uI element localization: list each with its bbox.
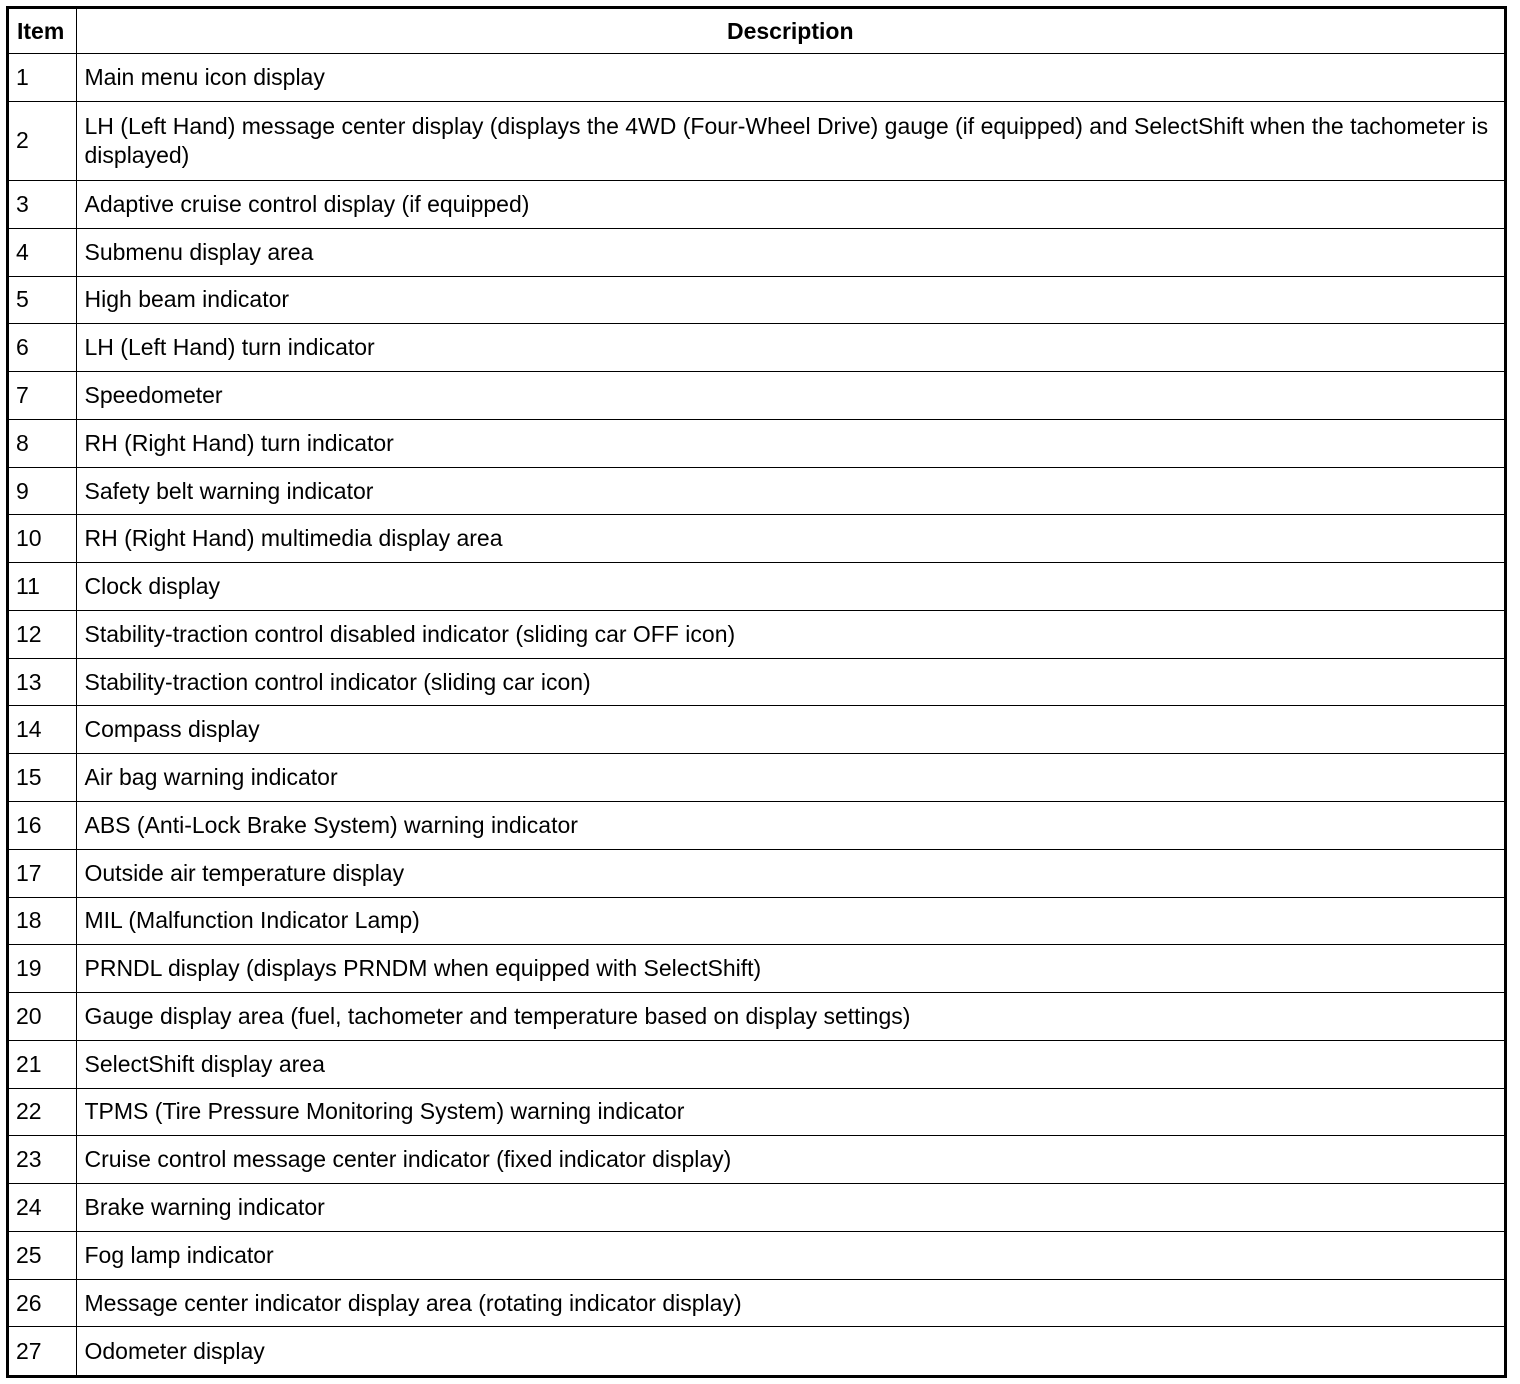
item-number: 4 bbox=[9, 228, 76, 276]
item-number: 10 bbox=[9, 515, 76, 563]
table-body bbox=[9, 54, 1504, 1376]
item-number: 15 bbox=[9, 754, 76, 802]
item-description: TPMS (Tire Pressure Monitoring System) warning indicator bbox=[76, 1088, 1504, 1136]
item-description: ABS (Anti-Lock Brake System) warning indicator bbox=[76, 802, 1504, 850]
item-number: 13 bbox=[9, 658, 76, 706]
table-row bbox=[9, 706, 1504, 754]
item-description: Gauge display area (fuel, tachometer and temperature based on display settings) bbox=[76, 993, 1504, 1041]
item-number: 9 bbox=[9, 467, 76, 515]
item-description: Speedometer bbox=[76, 372, 1504, 420]
item-number: 22 bbox=[9, 1088, 76, 1136]
item-number: 5 bbox=[9, 276, 76, 324]
table-row bbox=[9, 324, 1504, 372]
item-description: Cruise control message center indicator (fixed indicator display) bbox=[76, 1136, 1504, 1184]
item-description: Stability-traction control indicator (sliding car icon) bbox=[76, 658, 1504, 706]
item-number: 8 bbox=[9, 419, 76, 467]
table-row bbox=[9, 1184, 1504, 1232]
item-description: Stability-traction control disabled indicator (sliding car OFF icon) bbox=[76, 610, 1504, 658]
table-header bbox=[9, 9, 1504, 54]
item-number: 25 bbox=[9, 1231, 76, 1279]
item-number: 27 bbox=[9, 1327, 76, 1375]
item-description-table-frame bbox=[6, 6, 1507, 1378]
table-row bbox=[9, 658, 1504, 706]
table-row bbox=[9, 1136, 1504, 1184]
item-number: 20 bbox=[9, 993, 76, 1041]
item-description: LH (Left Hand) message center display (displays the 4WD (Four-Wheel Drive) gauge (if equipped) and SelectShift when the tachometer is displayed) bbox=[76, 101, 1504, 180]
item-number: 12 bbox=[9, 610, 76, 658]
table-row bbox=[9, 467, 1504, 515]
table-row bbox=[9, 1088, 1504, 1136]
item-number: 24 bbox=[9, 1184, 76, 1232]
table-row bbox=[9, 276, 1504, 324]
item-column-header: Item bbox=[9, 9, 76, 54]
table-row bbox=[9, 610, 1504, 658]
item-description: LH (Left Hand) turn indicator bbox=[76, 324, 1504, 372]
item-description: Main menu icon display bbox=[76, 54, 1504, 102]
item-description: PRNDL display (displays PRNDM when equipped with SelectShift) bbox=[76, 945, 1504, 993]
table-row bbox=[9, 802, 1504, 850]
item-description: High beam indicator bbox=[76, 276, 1504, 324]
table-row bbox=[9, 1040, 1504, 1088]
table-row bbox=[9, 1279, 1504, 1327]
table-row bbox=[9, 54, 1504, 102]
table-row bbox=[9, 945, 1504, 993]
item-number: 1 bbox=[9, 54, 76, 102]
item-number: 6 bbox=[9, 324, 76, 372]
item-description: Clock display bbox=[76, 563, 1504, 611]
item-description: Odometer display bbox=[76, 1327, 1504, 1375]
item-number: 16 bbox=[9, 802, 76, 850]
item-number: 2 bbox=[9, 101, 76, 180]
item-description: Safety belt warning indicator bbox=[76, 467, 1504, 515]
item-number: 21 bbox=[9, 1040, 76, 1088]
item-description: RH (Right Hand) multimedia display area bbox=[76, 515, 1504, 563]
item-number: 26 bbox=[9, 1279, 76, 1327]
item-number: 14 bbox=[9, 706, 76, 754]
table-row bbox=[9, 419, 1504, 467]
item-description: SelectShift display area bbox=[76, 1040, 1504, 1088]
table-row bbox=[9, 372, 1504, 420]
item-description: Message center indicator display area (rotating indicator display) bbox=[76, 1279, 1504, 1327]
item-number: 18 bbox=[9, 897, 76, 945]
table-row bbox=[9, 897, 1504, 945]
item-number: 3 bbox=[9, 181, 76, 229]
table-row bbox=[9, 754, 1504, 802]
item-description-table bbox=[9, 9, 1504, 1375]
item-description: Fog lamp indicator bbox=[76, 1231, 1504, 1279]
header-row bbox=[9, 9, 1504, 54]
table-row bbox=[9, 849, 1504, 897]
table-row bbox=[9, 101, 1504, 180]
table-row bbox=[9, 515, 1504, 563]
item-number: 17 bbox=[9, 849, 76, 897]
item-number: 11 bbox=[9, 563, 76, 611]
item-number: 7 bbox=[9, 372, 76, 420]
item-description: RH (Right Hand) turn indicator bbox=[76, 419, 1504, 467]
table-row bbox=[9, 1231, 1504, 1279]
description-column-header: Description bbox=[76, 9, 1504, 54]
item-description: Outside air temperature display bbox=[76, 849, 1504, 897]
table-row bbox=[9, 181, 1504, 229]
table-row bbox=[9, 228, 1504, 276]
item-description: Compass display bbox=[76, 706, 1504, 754]
item-description: Air bag warning indicator bbox=[76, 754, 1504, 802]
table-row bbox=[9, 1327, 1504, 1375]
item-description: Adaptive cruise control display (if equipped) bbox=[76, 181, 1504, 229]
table-row bbox=[9, 993, 1504, 1041]
item-description: Submenu display area bbox=[76, 228, 1504, 276]
item-description: Brake warning indicator bbox=[76, 1184, 1504, 1232]
table-row bbox=[9, 563, 1504, 611]
item-description: MIL (Malfunction Indicator Lamp) bbox=[76, 897, 1504, 945]
item-number: 23 bbox=[9, 1136, 76, 1184]
item-number: 19 bbox=[9, 945, 76, 993]
